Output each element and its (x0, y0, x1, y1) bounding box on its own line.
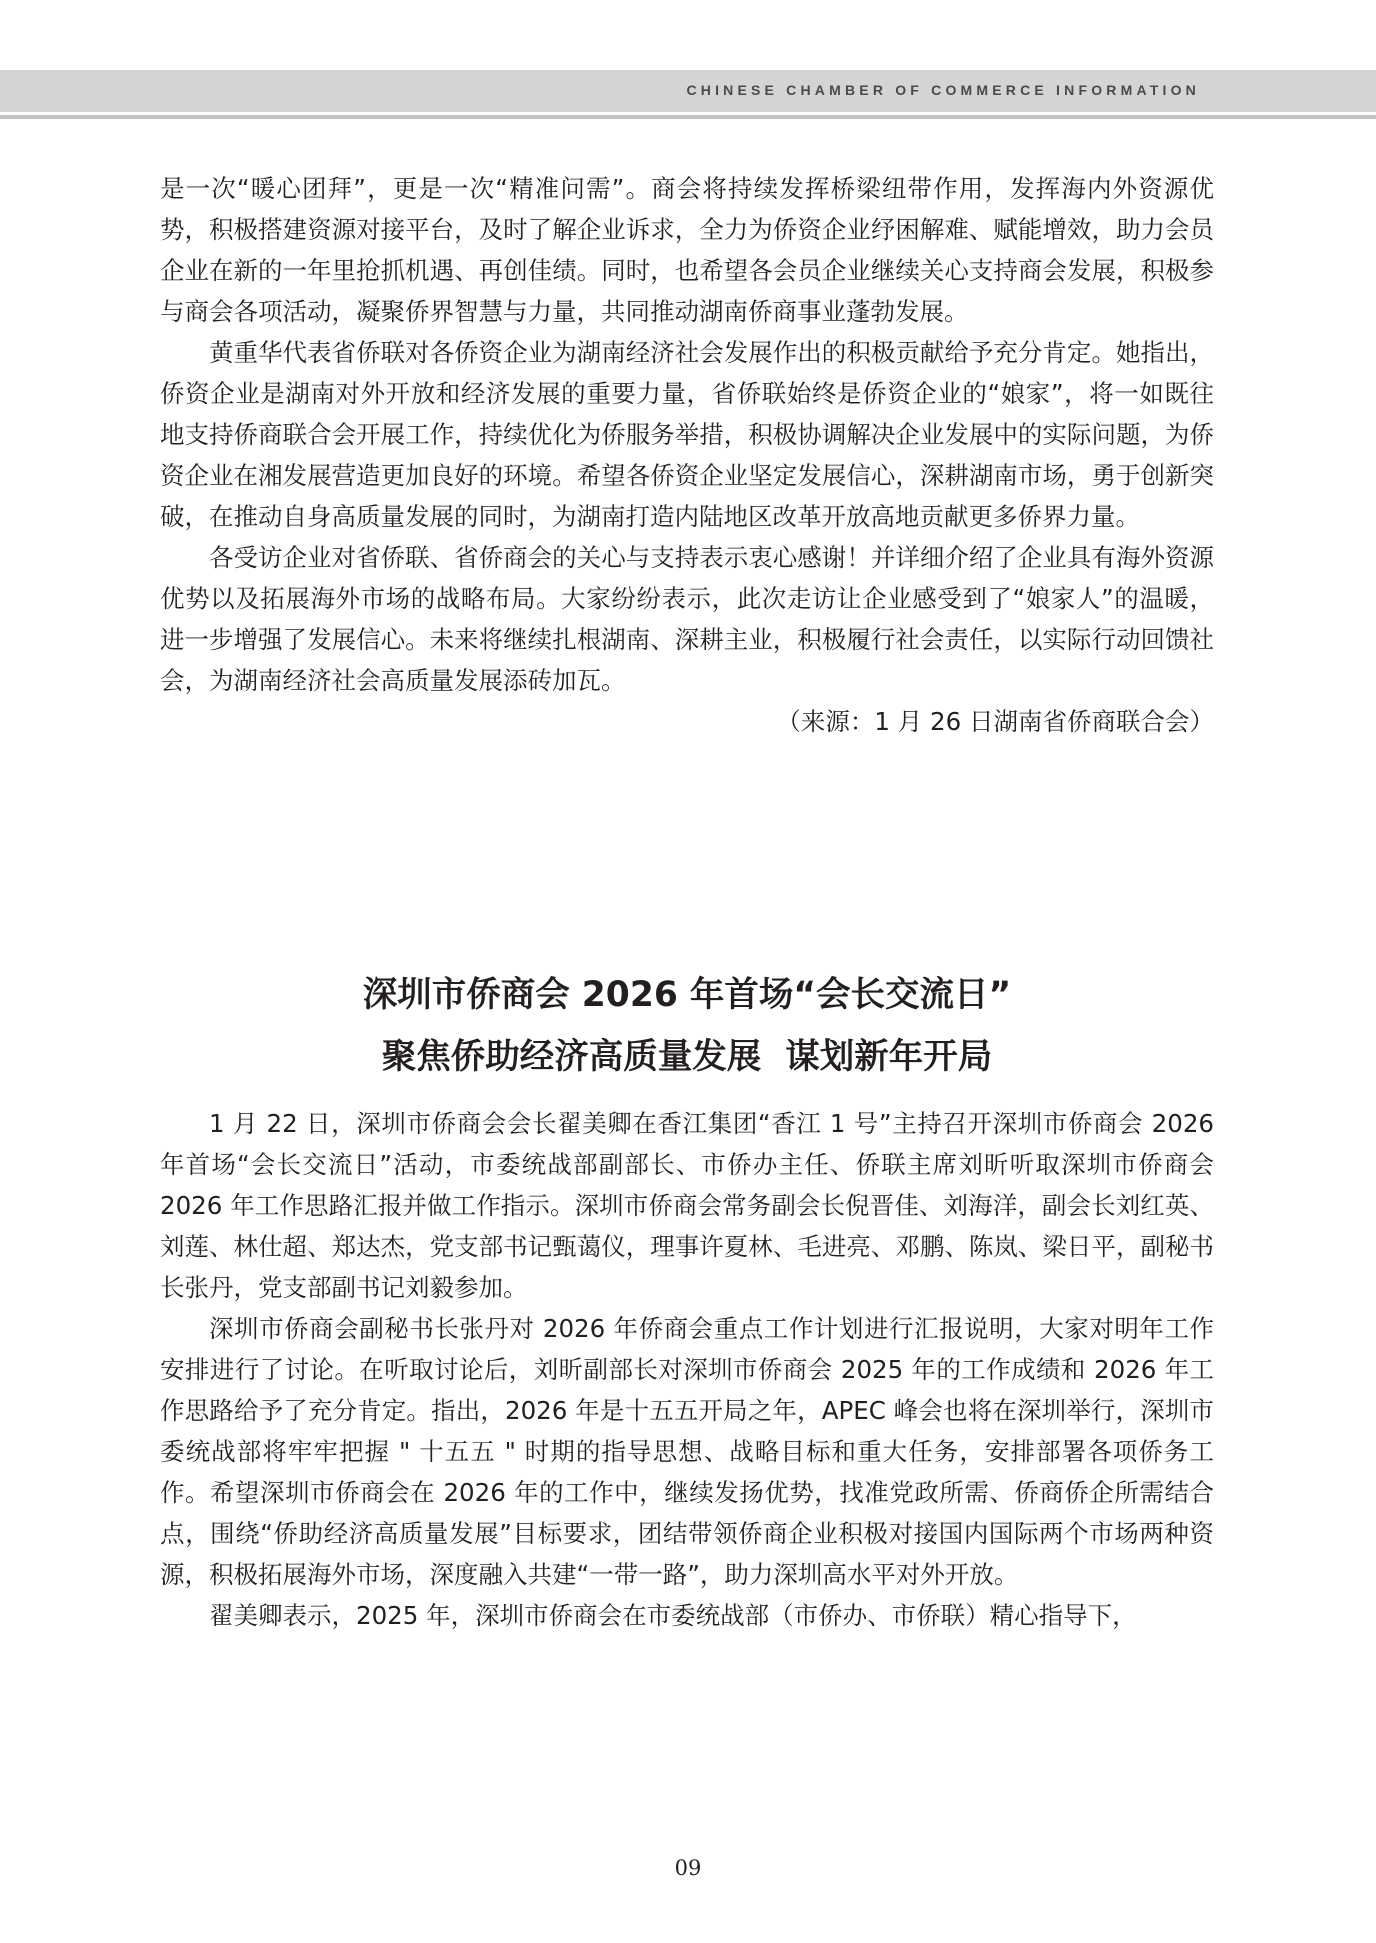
header-rule (0, 115, 1376, 119)
article-2-title-line-1: 深圳市侨商会 2026 年首场“会长交流日” (362, 975, 1012, 1015)
article-2-paragraph: 深圳市侨商会副秘书长张丹对 2026 年侨商会重点工作计划进行汇报说明，大家对明年工作安排进行了讨论。在听取讨论后，刘昕副部长对深圳市侨商会 2025 年的工作成绩和 2026 年工作思路给予了充分肯定。指出，2026 年是十五五开局之年，APEC 峰会也将在深圳举行，深圳市委统战部将牢牢把握 " 十五五 " 时期的指导思想、战略目标和重大任务，安排部署各项侨务工作。希望深圳市侨商会在 2026 年的工作中，继续发扬优势，找准党政所需、侨商侨企所需结合点，围绕“侨助经济高质量发展”目标要求，团结带领侨商企业积极对接国内国际两个市场两种资源，积极拓展海外市场，深度融入共建“一带一路”，助力深圳高水平对外开放。 (160, 1314, 1214, 1589)
publication-name: CHINESE CHAMBER OF COMMERCE INFORMATION (686, 82, 1200, 98)
header-band (0, 70, 1376, 112)
article-2-body (160, 1103, 1214, 1636)
page-number: 09 (674, 1856, 702, 1880)
article-1-paragraph: 各受访企业对省侨联、省侨商会的关心与支持表示衷心感谢！并详细介绍了企业具有海外资源优势以及拓展海外市场的战略布局。大家纷纷表示，此次走访让企业感受到了“娘家人”的温暖，进一步增强了发展信心。未来将继续扎根湖南、深耕主业，积极履行社会责任，以实际行动回馈社会，为湖南经济社会高质量发展添砖加瓦。 (160, 543, 1214, 695)
article-1-paragraph: 黄重华代表省侨联对各侨资企业为湖南经济社会发展作出的积极贡献给予充分肯定。她指出，侨资企业是湖南对外开放和经济发展的重要力量，省侨联始终是侨资企业的“娘家”，将一如既往地支持侨商联合会开展工作，持续优化为侨服务举措，积极协调解决企业发展中的实际问题，为侨资企业在湘发展营造更加良好的环境。希望各侨资企业坚定发展信心，深耕湖南市场，勇于创新突破，在推动自身高质量发展的同时，为湖南打造内陆地区改革开放高地贡献更多侨界力量。 (160, 338, 1214, 531)
article-1-body (160, 168, 1214, 742)
article-2-paragraph: 翟美卿表示，2025 年，深圳市侨商会在市委统战部（市侨办、市侨联）精心指导下， (209, 1601, 1137, 1630)
article-2-paragraph: 1 月 22 日，深圳市侨商会会长翟美卿在香江集团“香江 1 号”主持召开深圳市侨商会 2026 年首场“会长交流日”活动，市委统战部副部长、市侨办主任、侨联主席刘昕听取深圳市侨商会 2026 年工作思路汇报并做工作指示。深圳市侨商会常务副会长倪晋佳、刘海洋，副会长刘红英、刘莲、林仕超、郑达杰，党支部书记甄蔼仪，理事许夏林、毛进亮、邓鹏、陈岚、梁日平，副秘书长张丹，党支部副书记刘毅参加。 (160, 1109, 1214, 1302)
article-2-title-line-2: 聚焦侨助经济高质量发展 谋划新年开局 (381, 1037, 993, 1077)
article-1-source: （来源：1 月 26 日湖南省侨商联合会） (776, 707, 1214, 736)
article-1-paragraph: 是一次“暖心团拜”，更是一次“精准问需”。商会将持续发挥桥梁纽带作用，发挥海内外资源优势，积极搭建资源对接平台，及时了解企业诉求，全力为侨资企业纾困解难、赋能增效，助力会员企业在新的一年里抢抓机遇、再创佳绩。同时，也希望各会员企业继续关心支持商会发展，积极参与商会各项活动，凝聚侨界智慧与力量，共同推动湖南侨商事业蓬勃发展。 (160, 174, 1214, 326)
